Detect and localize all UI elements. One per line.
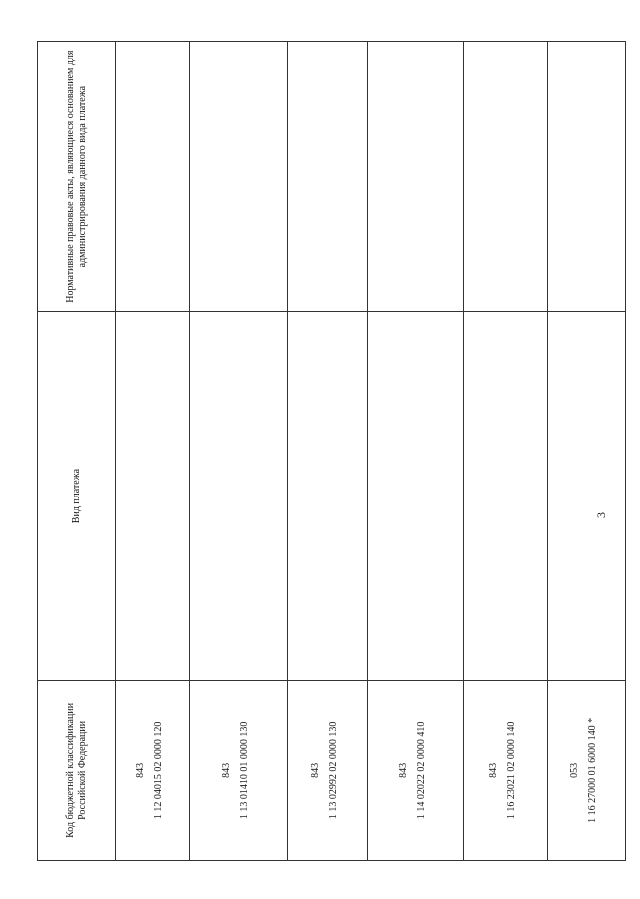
- legal-basis-cell: [288, 42, 368, 312]
- table-row: [368, 42, 464, 861]
- table-row: [464, 42, 548, 861]
- payment-type-cell: [116, 312, 190, 681]
- kbk-code: 1 13 01410 01 0000 130: [238, 721, 250, 820]
- admin-code: 053: [568, 762, 580, 778]
- table-row: [548, 42, 626, 861]
- admin-code: 843: [134, 762, 146, 778]
- table-row: [116, 42, 190, 861]
- table-header-row: [38, 42, 116, 861]
- legal-basis-cell: [464, 42, 548, 312]
- kbk-code: 1 16 23021 02 0000 140: [505, 721, 517, 820]
- legal-basis-cell: [368, 42, 464, 312]
- legal-basis-cell: [548, 42, 626, 312]
- kbk-cell: [464, 680, 548, 860]
- payment-type-cell: [464, 312, 548, 681]
- header-payment-type: Вид платежа: [38, 312, 116, 681]
- legal-basis-cell: [190, 42, 288, 312]
- payment-type-cell: [288, 312, 368, 681]
- kbk-cell: [548, 680, 626, 860]
- kbk-cell: [116, 680, 190, 860]
- kbk-cell: [190, 680, 288, 860]
- table-row: [288, 42, 368, 861]
- payment-type-cell: [548, 312, 626, 681]
- budget-classification-table: [37, 41, 626, 861]
- kbk-cell: [368, 680, 464, 860]
- admin-code: 843: [397, 762, 409, 778]
- admin-code: 843: [220, 762, 232, 778]
- kbk-code: 1 13 02992 02 0000 130: [327, 721, 339, 820]
- admin-code: 843: [309, 762, 321, 778]
- admin-code: 843: [487, 762, 499, 778]
- kbk-code: 1 14 02022 02 0000 410: [415, 721, 427, 820]
- payment-type-cell: [190, 312, 288, 681]
- rotated-page-content: [37, 41, 625, 861]
- header-kbk: Код бюджетной классификации Российской Федерации: [38, 680, 116, 860]
- header-legal-basis: Нормативные правовые акты, являющиеся основанием для администрирования данного вида платежа: [38, 42, 116, 312]
- payment-type-cell: [368, 312, 464, 681]
- kbk-cell: [288, 680, 368, 860]
- legal-basis-cell: [116, 42, 190, 312]
- table-row: [190, 42, 288, 861]
- kbk-code: 1 12 04015 02 0000 120: [152, 721, 164, 820]
- kbk-code: 1 16 27000 01 6000 140 *: [586, 717, 598, 823]
- page-number: 3: [594, 512, 608, 518]
